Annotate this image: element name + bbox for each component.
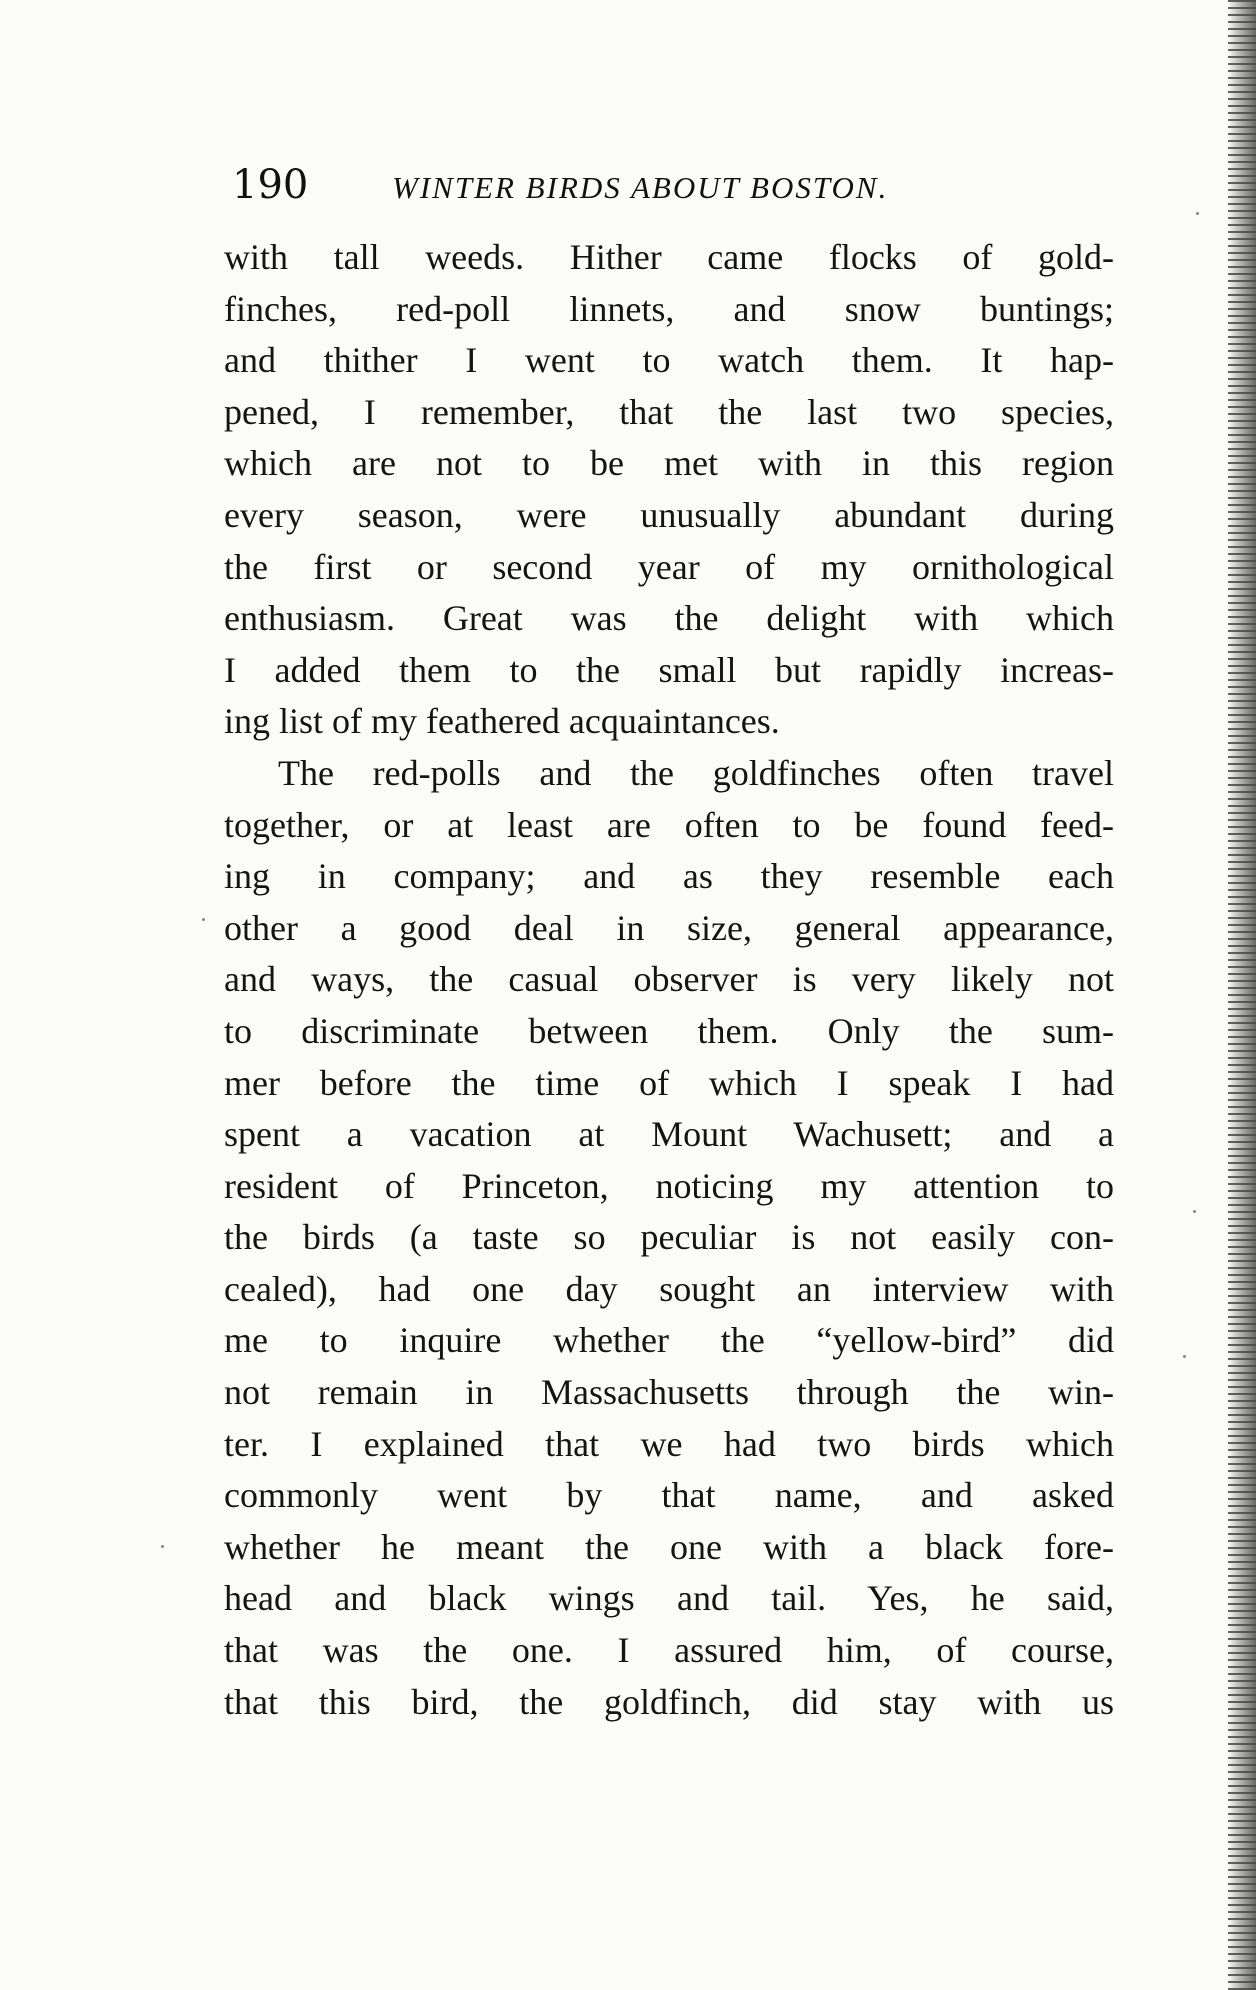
text-line: with tall weeds. Hither came flocks of gold- — [224, 237, 1114, 277]
text-line: finches, red-poll linnets, and snow buntings; — [224, 288, 1114, 329]
text-line: and ways, the casual observer is very likely not — [224, 959, 1114, 1000]
print-speck — [1183, 1355, 1186, 1358]
text-line: pened, I remember, that the last two species, — [224, 391, 1114, 432]
text-line: mer before the time of which I speak I had — [224, 1062, 1114, 1103]
text-line: not remain in Massachusetts through the win- — [224, 1372, 1114, 1413]
text-line: together, or at least are often to be found feed- — [224, 804, 1114, 845]
text-line: that was the one. I assured him, of course, — [224, 1630, 1114, 1671]
page-edge-shadow — [1228, 0, 1256, 1990]
text-line: I added them to the small but rapidly increas- — [224, 649, 1114, 690]
text-line: ing in company; and as they resemble each — [224, 856, 1114, 897]
text-line: other a good deal in size, general appearance, — [224, 907, 1114, 948]
text-line: resident of Princeton, noticing my attention to — [224, 1165, 1114, 1206]
text-line: enthusiasm. Great was the delight with which — [224, 598, 1114, 639]
print-speck — [161, 1545, 164, 1548]
text-line: that this bird, the goldfinch, did stay with us — [224, 1681, 1114, 1722]
text-line: every season, were unusually abundant during — [224, 494, 1114, 535]
text-line: ter. I explained that we had two birds which — [224, 1423, 1114, 1464]
running-title: WINTER BIRDS ABOUT BOSTON. — [392, 170, 889, 205]
text-line: which are not to be met with in this region — [224, 443, 1114, 484]
text-line: me to inquire whether the “yellow-bird” did — [224, 1320, 1114, 1361]
text-line: commonly went by that name, and asked — [224, 1475, 1114, 1516]
text-line: the first or second year of my ornithological — [224, 546, 1114, 587]
text-line: ing list of my feathered acquaintances. — [224, 701, 780, 742]
text-line: the birds (a taste so peculiar is not easily con- — [224, 1217, 1114, 1258]
print-speck — [1193, 1210, 1196, 1213]
print-speck — [1196, 212, 1199, 215]
print-speck — [202, 918, 205, 921]
text-line: to discriminate between them. Only the sum- — [224, 1010, 1114, 1051]
text-line: cealed), had one day sought an interview with — [224, 1268, 1114, 1309]
text-line: The red-polls and the goldfinches often travel — [278, 752, 1114, 793]
page-header — [232, 160, 1112, 210]
page-number: 190 — [232, 162, 309, 208]
text-line: and thither I went to watch them. It hap- — [224, 340, 1114, 381]
text-line: spent a vacation at Mount Wachusett; and a — [224, 1114, 1114, 1155]
text-line: head and black wings and tail. Yes, he said, — [224, 1578, 1114, 1619]
text-line: whether he meant the one with a black fore- — [224, 1526, 1114, 1567]
body-text — [224, 232, 1114, 1728]
